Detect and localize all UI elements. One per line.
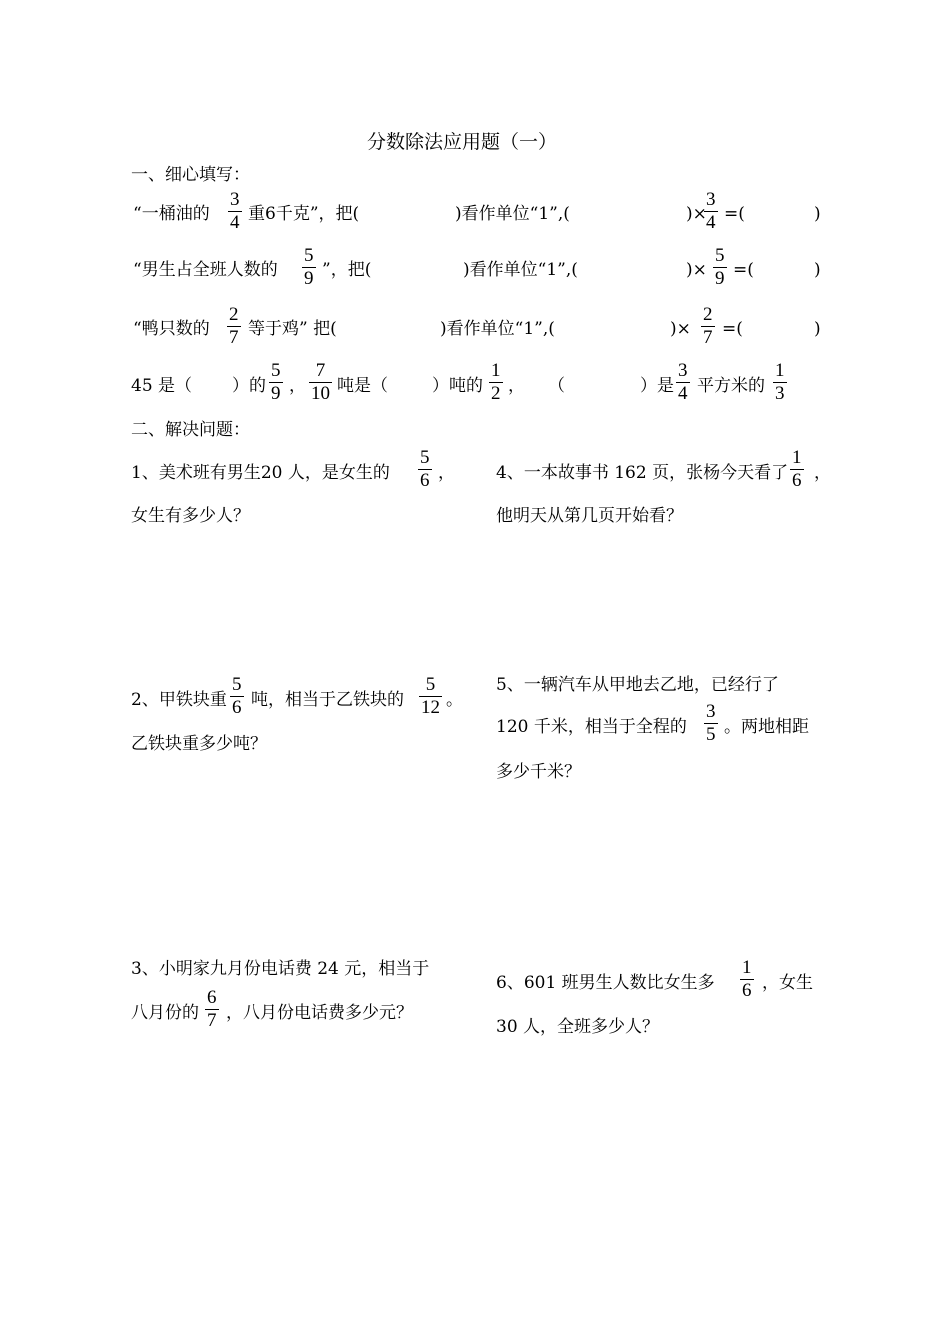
q3-fraction-2: 2 7 <box>703 304 713 348</box>
q3-fraction-1: 2 7 <box>229 304 239 348</box>
problem2-text-a: 2、甲铁块重 <box>131 690 227 710</box>
problem4-line2: 他明天从第几页开始看？ <box>496 506 683 526</box>
q2-text-b: ”，把( <box>322 260 372 280</box>
problem3-line1: 3、小明家九月份电话费 24 元，相当于 <box>131 959 430 979</box>
q4-text-j: 平方米的 <box>697 376 765 396</box>
q2-text-c: )看作单位“1”,( <box>463 260 578 280</box>
q2-text-g: ) <box>814 260 821 280</box>
q1-text-d: )× <box>686 204 707 224</box>
q3-text-a: “鸭只数的 <box>133 319 210 339</box>
problem2-text-c: 。 <box>446 690 463 710</box>
q3-text-g: ) <box>814 319 821 339</box>
q2-fraction-1: 5 9 <box>304 245 314 289</box>
q4-fraction-2: 7 10 <box>311 360 330 404</box>
problem5-line1: 5、一辆汽车从甲地去乙地，已经行了 <box>496 675 779 695</box>
q4-text-c: ， <box>289 376 306 396</box>
q4-fraction-5: 1 3 <box>775 360 785 404</box>
section2-heading: 二、解决问题： <box>131 420 250 440</box>
q1-fraction-2: 3 4 <box>706 189 716 233</box>
q4-text-d: 吨是（ <box>337 376 388 396</box>
q2-fraction-2: 5 9 <box>715 245 725 289</box>
q1-text-b: 重6千克”，把( <box>248 204 360 224</box>
q4-fraction-3: 1 2 <box>491 360 501 404</box>
problem4-text-b: ， <box>814 463 831 483</box>
problem1-text-a: 1、美术班有男生20 人，是女生的 <box>131 463 390 483</box>
problem4-text-a: 4、一本故事书 162 页，张杨今天看了 <box>496 463 789 483</box>
problem2-fraction-1: 5 6 <box>232 674 242 718</box>
problem4-fraction: 1 6 <box>792 447 802 491</box>
q3-text-b: 等于鸡” 把( <box>248 319 337 339</box>
problem6-text-b: ，女生 <box>762 973 813 993</box>
problem1-text-b: ， <box>438 463 455 483</box>
q4-text-e: ）吨的 <box>432 376 483 396</box>
q3-text-d: )× <box>670 319 691 339</box>
problem5-text-b: 。两地相距 <box>724 717 809 737</box>
q1-text-c: )看作单位“1”,( <box>455 204 570 224</box>
problem6-fraction: 1 6 <box>742 957 752 1001</box>
q4-fraction-1: 5 9 <box>271 360 281 404</box>
problem5-line3: 多少千米？ <box>496 762 581 782</box>
page-title: 分数除法应用题（一） <box>367 131 558 153</box>
q4-fraction-4: 3 4 <box>678 360 688 404</box>
section1-heading: 一、细心填写： <box>131 165 250 185</box>
problem5-fraction: 3 5 <box>706 701 716 745</box>
q4-text-h: （ <box>548 376 565 396</box>
problem1-line2: 女生有多少人？ <box>131 506 250 526</box>
q4-text-b: ）的 <box>232 376 266 396</box>
problem6-line2: 30 人，全班多少人？ <box>496 1017 660 1037</box>
problem3-text-b: ，八月份电话费多少元？ <box>226 1003 413 1023</box>
problem2-text-b: 吨，相当于乙铁块的 <box>251 690 404 710</box>
problem2-line2: 乙铁块重多少吨？ <box>131 734 267 754</box>
q3-text-e: =( <box>722 319 743 339</box>
q1-fraction-1: 3 4 <box>230 189 240 233</box>
problem5-text-a: 120 千米，相当于全程的 <box>496 717 687 737</box>
q3-text-c: )看作单位“1”,( <box>440 319 555 339</box>
q2-text-e: =( <box>733 260 754 280</box>
q1-text-e: =( <box>724 204 745 224</box>
q2-text-a: “男生占全班人数的 <box>133 260 278 280</box>
problem3-text-a: 八月份的 <box>131 1003 199 1023</box>
q4-text-g: ， <box>508 376 525 396</box>
q1-text-g: ) <box>814 204 821 224</box>
problem2-fraction-2: 5 12 <box>421 674 440 718</box>
problem3-fraction: 6 7 <box>207 987 217 1031</box>
problem6-text-a: 6、601 班男生人数比女生多 <box>496 973 715 993</box>
q1-text-a: “一桶油的 <box>133 204 210 224</box>
q4-text-a: 45 是（ <box>131 376 193 396</box>
q2-text-d: )× <box>686 260 707 280</box>
problem1-fraction: 5 6 <box>420 447 430 491</box>
q4-text-i: ）是 <box>640 376 674 396</box>
